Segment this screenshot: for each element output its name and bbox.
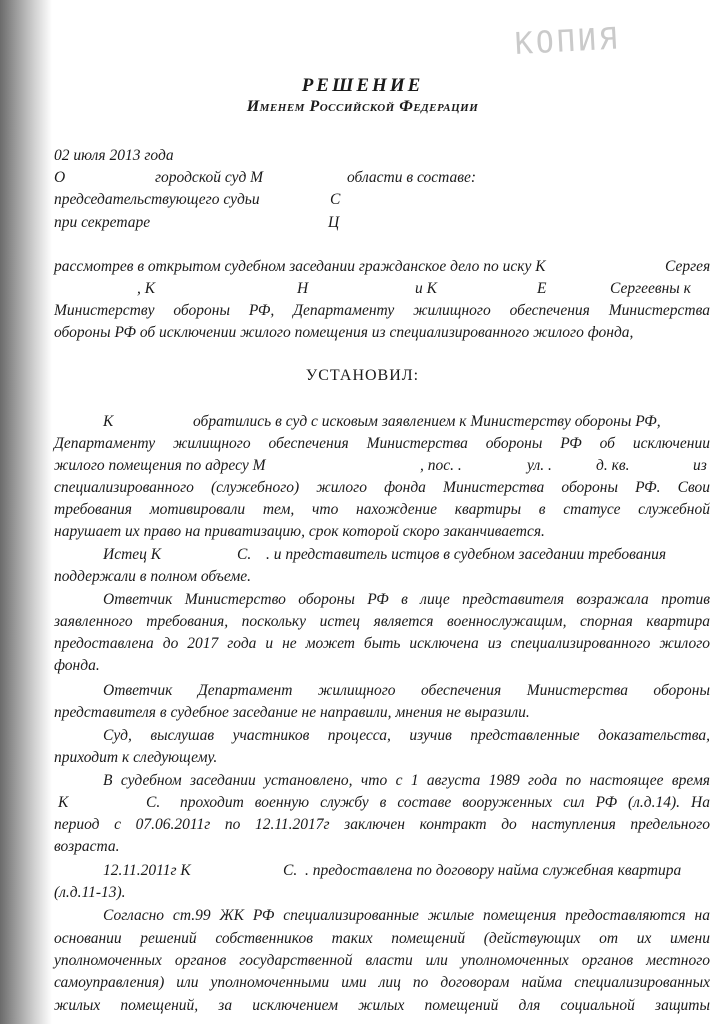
body-l4: специализированного (служебного) жилого фонда Министерства обороны РФ. Свои (54, 479, 710, 496)
body-l3c: ул. . (527, 457, 552, 474)
body-l15: Суд, выслушав участников процесса, изучив представленные доказательства, (103, 727, 710, 744)
judge-label: председательствующего судьи (54, 191, 260, 208)
document-title: РЕШЕНИЕ (301, 75, 424, 96)
body-l24: основании решений собственников таких помещений (действующих от их имени (54, 930, 710, 947)
body-l10: заявленного требования, поскольку истец является военнослужащим, спорная квартира (54, 613, 710, 630)
judge-initial: С (330, 191, 341, 208)
case-line-2b: Н (297, 280, 309, 297)
body-l8: поддержали в полном объеме. (54, 568, 251, 585)
body-l27: жилых помещений, за исключением жилых помещений для социальной защиты (54, 997, 710, 1014)
body-l20: возраста. (54, 838, 120, 855)
body-l14: представителя в судебное заседание не направили, мнения не выразили. (54, 704, 530, 721)
body-l3d: д. кв. (596, 457, 630, 474)
case-line-2a: , К (137, 280, 156, 297)
section-established: УСТАНОВИЛ: (305, 367, 420, 384)
body-l2: Департаменту жилищного обеспечения Министерства обороны РФ об исключении (54, 435, 710, 452)
body-l26: самоуправления) или уполномоченными ими лиц по договорам найма специализированных (54, 974, 710, 991)
body-l18c: проходит военную службу в составе вооруженных сил РФ (л.д.14). На (180, 794, 710, 811)
case-line-1a: рассмотрев в открытом судебном заседании гражданское дело по иску К (54, 258, 546, 275)
secretary-label: при секретаре (54, 214, 151, 231)
body-l17: В судебном заседании установлено, что с 1 августа 1989 года по настоящее время (103, 772, 710, 789)
body-l22: (л.д.11-13). (54, 884, 126, 901)
body-l18b: С. (146, 794, 161, 811)
body-l7a: Истец К (103, 546, 162, 563)
body-l13: Ответчик Департамент жилищного обеспечения Министерства обороны (103, 682, 710, 699)
scan-shadow-edge (0, 0, 52, 1024)
body-l9: Ответчик Министерство обороны РФ в лице представителя возражала против (103, 591, 710, 608)
case-line-1b: Сергея (665, 258, 711, 275)
case-line-2c: и К (415, 280, 437, 297)
copy-stamp: КОПИЯ (513, 21, 621, 62)
decision-date: 02 июля 2013 года (54, 147, 174, 164)
court-prefix: О (54, 169, 66, 186)
body-l6: нарушает их право на приватизацию, срок которой скоро заканчивается. (54, 523, 545, 540)
body-l7b: С. (237, 546, 252, 563)
body-l7c: . и представитель истцов в судебном заседании требования (266, 546, 667, 563)
body-l5: требования мотивировали тем, что нахождение квартиры в статусе служебной (54, 501, 710, 518)
body-l21c: . предоставлена по договору найма служебная квартира (305, 862, 682, 879)
body-l16: приходит к следующему. (54, 749, 218, 766)
secretary-initial: Ц (328, 214, 340, 231)
body-l21b: С. (283, 862, 298, 879)
court-region: области в составе: (347, 169, 476, 186)
body-l12: фонда. (54, 657, 100, 674)
body-l1a: К (103, 413, 114, 430)
body-l23: Согласно ст.99 ЖК РФ специализированные жилые помещения предоставляются на (103, 907, 710, 924)
document-subtitle: Именем Российской Федерации (246, 98, 479, 115)
case-line-4: обороны РФ об исключении жилого помещения из специализированного жилого фонда, (54, 324, 634, 341)
body-l3a: жилого помещения по адресу М (54, 457, 266, 474)
case-line-2e: Сергеевны к (610, 280, 691, 297)
body-l1b: обратились в суд с исковым заявлением к Министерству обороны РФ, (193, 413, 661, 430)
body-l3b: , пос. . (420, 457, 462, 474)
case-line-3: Министерству обороны РФ, Департаменту жилищного обеспечения Министерства (54, 302, 710, 319)
court-name: городской суд М (155, 169, 264, 186)
case-line-2d: Е (537, 280, 547, 297)
body-l11: предоставлена до 2017 года и не может быть исключена из специализированного жилого (54, 635, 710, 652)
body-l25: уполномоченных органов государственной власти или уполномоченных органов местного (54, 952, 710, 969)
body-l18a: К (58, 794, 69, 811)
body-l21a: 12.11.2011г К (103, 862, 191, 879)
body-l3e: из (693, 457, 707, 474)
body-l19: период с 07.06.2011г по 12.11.2017г заключен контракт до наступления предельного (54, 816, 710, 833)
